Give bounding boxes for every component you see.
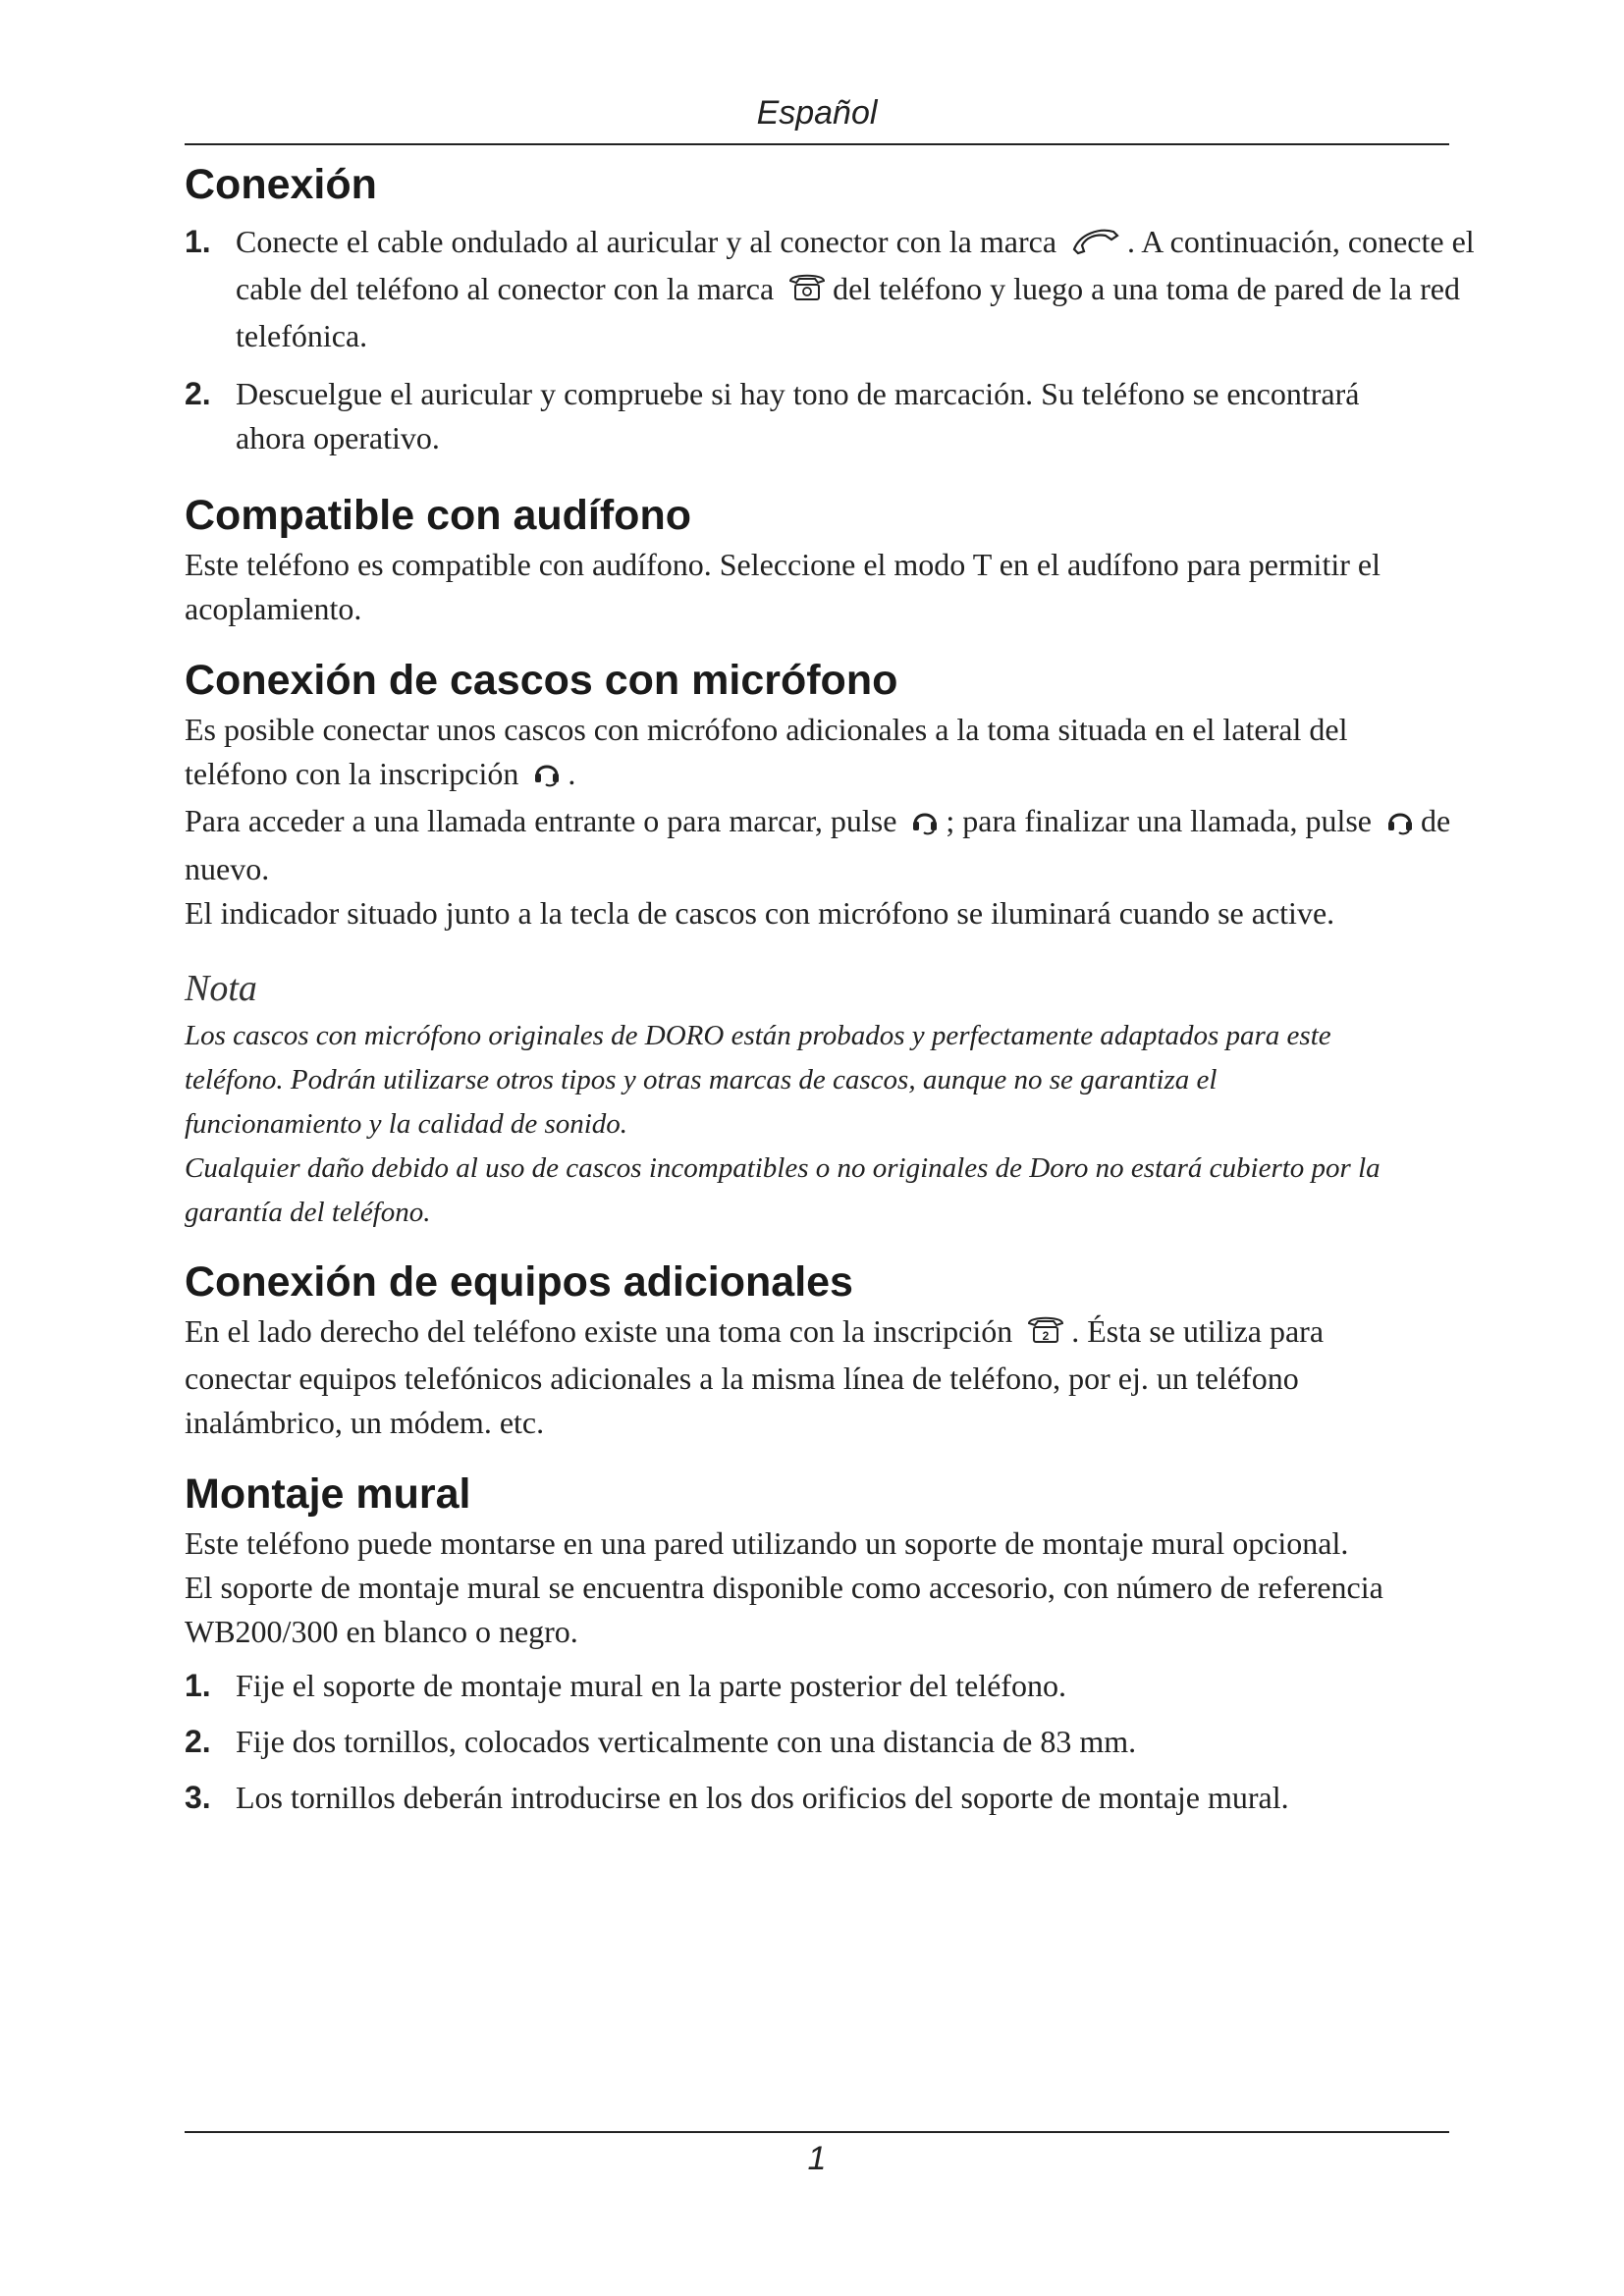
step-text: Conecte el cable ondulado al auricular y al conector con la marca <box>236 224 1057 259</box>
step-text: Fije dos tornillos, colocados verticalmente con una distancia de 83 mm. <box>236 1723 1137 1759</box>
list-item <box>185 1664 1490 1708</box>
note-paragraph-2: Cualquier daño debido al uso de cascos incompatibles o no originales de Doro no estará cubierto por la garantía del teléfono. <box>185 1151 1380 1228</box>
cascos-paragraph-3: El indicador situado junto a la tecla de cascos con micrófono se iluminará cuando se active. <box>185 894 1335 931</box>
list-item <box>185 1776 1490 1820</box>
equipos-text <box>185 1309 1422 1445</box>
step-text-end: del teléfono y luego a una toma de pared de la red telefónica. <box>236 271 1460 354</box>
cascos-paragraph-1 <box>185 708 1412 799</box>
section-title-mural: Montaje mural <box>185 1469 471 1518</box>
section-title-conexion: Conexión <box>185 161 377 208</box>
note-title: Nota <box>185 967 257 1009</box>
headset-icon <box>910 803 940 847</box>
svg-text:2: 2 <box>1042 1328 1050 1343</box>
list-item <box>185 372 1434 460</box>
telephone-icon <box>787 270 827 314</box>
step-text: Los tornillos deberán introducirse en los dos orificios del soporte de montaje mural. <box>236 1779 1289 1815</box>
cascos-text-end: de nuevo. <box>185 803 1451 886</box>
cascos-text: Para acceder a una llamada entrante o para marcar, pulse <box>185 803 897 839</box>
step-number: 1. <box>185 224 211 259</box>
section-title-equipos: Conexión de equipos adicionales <box>185 1257 853 1306</box>
mural-steps <box>185 1664 1490 1820</box>
header-language: Español <box>756 94 878 132</box>
page-number: 1 <box>807 2140 827 2177</box>
headset-icon <box>532 755 562 799</box>
mural-paragraph-1: Este teléfono puede montarse en una pared utilizando un soporte de montaje mural opcional. <box>185 1524 1349 1561</box>
audifono-text: Este teléfono es compatible con audífono. Seleccione el modo T en el audífono para permitir el acoplamiento. <box>185 547 1380 627</box>
headset-icon <box>1385 803 1415 847</box>
cascos-text-mid: ; para finalizar una llamada, pulse <box>946 803 1372 839</box>
list-item <box>185 220 1492 358</box>
equipos-text-start: En el lado derecho del teléfono existe una toma con la inscripción <box>185 1312 1013 1349</box>
header-rule <box>185 143 1449 145</box>
handset-icon <box>1070 223 1121 267</box>
page-content <box>185 157 1490 1820</box>
cascos-paragraph-2 <box>185 799 1461 890</box>
step-number: 3. <box>185 1779 211 1815</box>
step-number: 2. <box>185 376 211 412</box>
cascos-text: Es posible conectar unos cascos con micrófono adicionales a la toma situada en el lateral del teléfono con la inscripción <box>185 712 1348 792</box>
note-paragraph-1: Los cascos con micrófono originales de DORO están probados y perfectamente adaptados para este teléfono. Podrán utilizarse otros tipos y otras marcas de cascos, aunque no se garantiza el funcionamiento y la calidad de sonido. <box>185 1019 1331 1140</box>
conexion-steps <box>185 220 1490 460</box>
equipos-text-end: . Ésta se utiliza para conectar equipos telefónicos adicionales a la misma línea de teléfono, por ej. un teléfono inalámbrico, un módem. etc. <box>185 1312 1325 1440</box>
list-item <box>185 1720 1490 1764</box>
step-text: Descuelgue el auricular y compruebe si hay tono de marcación. Su teléfono se encontrará ahora operativo. <box>236 376 1360 456</box>
step-number: 2. <box>185 1723 211 1759</box>
mural-paragraph-2: El soporte de montaje mural se encuentra disponible como accesorio, con número de referencia WB200/300 en blanco o negro. <box>185 1569 1383 1649</box>
step-text: Fije el soporte de montaje mural en la parte posterior del teléfono. <box>236 1667 1066 1703</box>
cascos-text-end: . <box>568 756 576 792</box>
section-title-cascos: Conexión de cascos con micrófono <box>185 657 898 705</box>
footer-rule <box>185 2131 1449 2133</box>
extension-phone-icon <box>1026 1312 1065 1357</box>
step-text-cont: . A continuación, conecte el cable del teléfono al conector con la marca <box>236 224 1475 307</box>
step-number: 1. <box>185 1667 211 1703</box>
section-title-audifono: Compatible con audífono <box>185 492 691 540</box>
